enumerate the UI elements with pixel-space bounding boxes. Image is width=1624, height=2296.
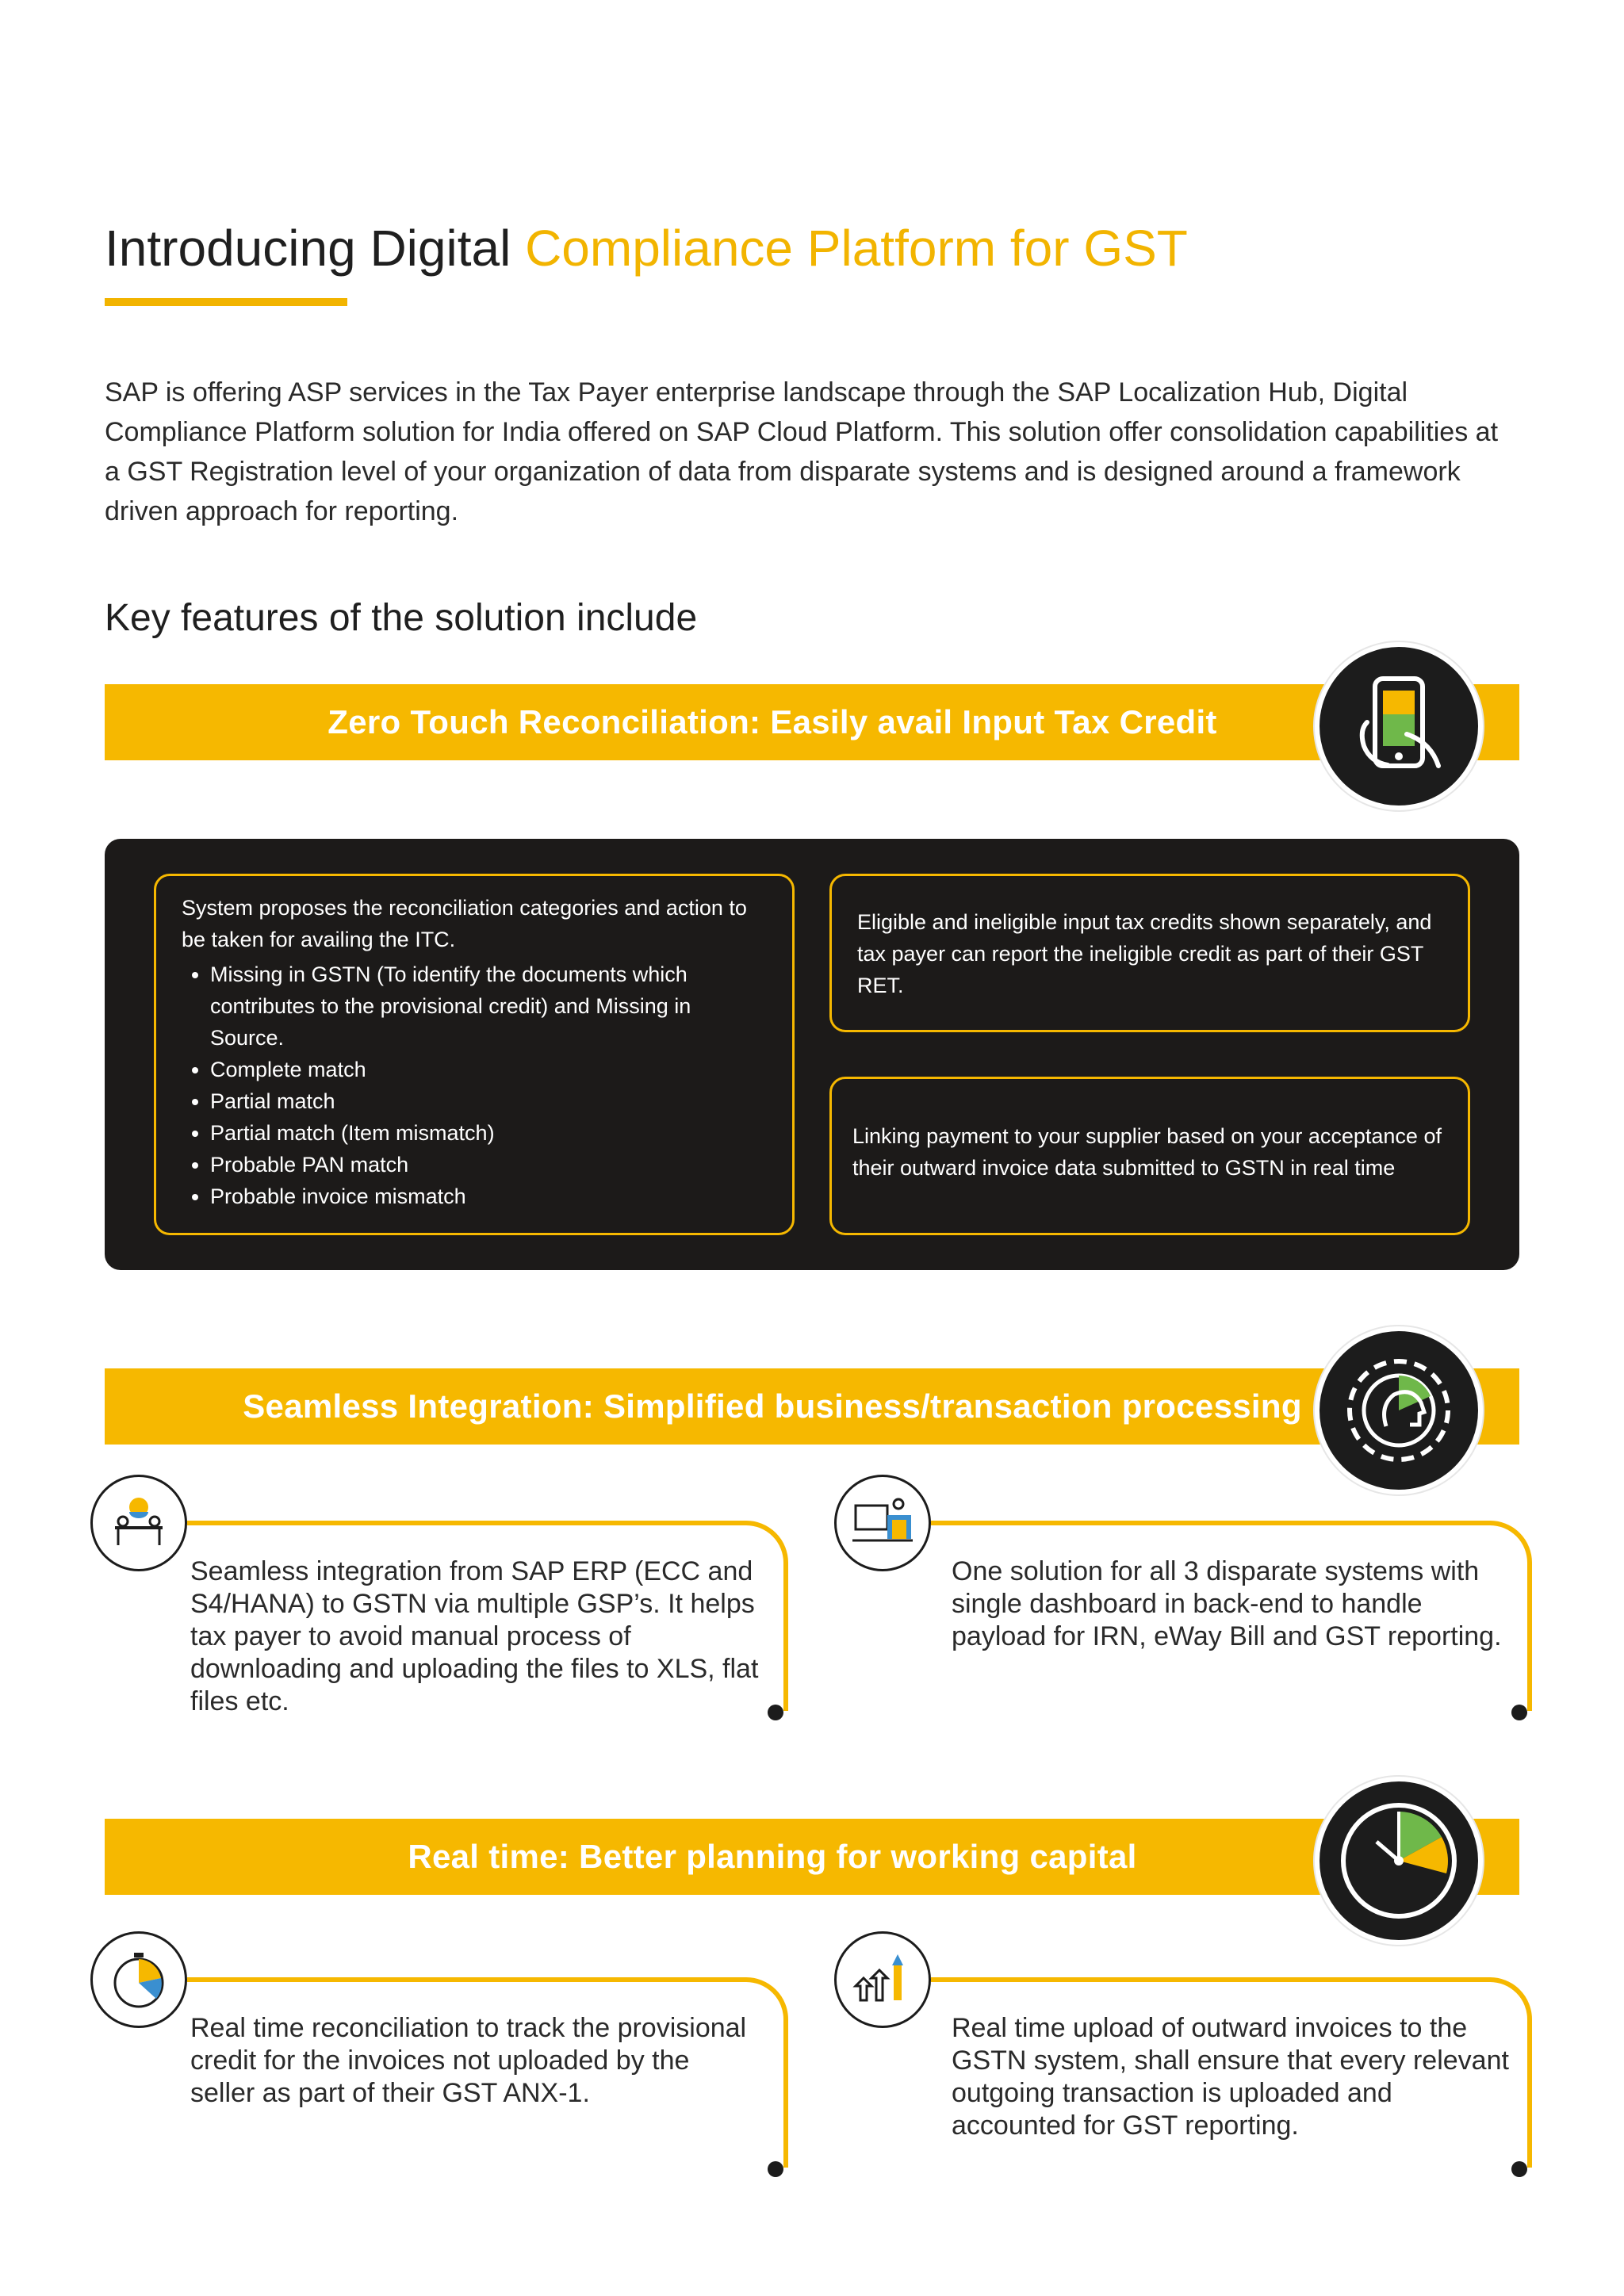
gear-head-icon	[1315, 1326, 1483, 1494]
connector-end-dot	[1511, 2161, 1527, 2177]
connector-end-dot	[1511, 1705, 1527, 1720]
itc-credits-box	[829, 874, 1470, 1032]
connector-end-dot	[768, 1705, 783, 1720]
banner-real-time	[105, 1819, 1519, 1895]
reconciliation-intro: System proposes the reconciliation categories and action to be taken for availing the ITC.	[182, 896, 747, 951]
title-part-dark: Introducing Digital	[105, 220, 526, 277]
reconciliation-panel	[105, 839, 1519, 1270]
banner-seamless-integration	[105, 1368, 1519, 1445]
reconciliation-list	[182, 959, 767, 1212]
phone-hand-icon	[1315, 642, 1483, 810]
real-time-reconciliation-text: Real time reconciliation to track the provisional credit for the invoices not uploaded by the seller as part of their GST ANX-1.	[190, 2013, 747, 2108]
title-part-accent: Compliance Platform for GST	[525, 220, 1188, 277]
single-dashboard-text: One solution for all 3 disparate systems with single dashboard in back-end to handle payload for IRN, eWay Bill and GST reporting.	[952, 1556, 1502, 1651]
dashboard-icon	[834, 1475, 931, 1571]
clock-icon	[1315, 1777, 1483, 1945]
list-item: • Complete match	[210, 1054, 767, 1085]
real-time-upload-text: Real time upload of outward invoices to the GSTN system, shall ensure that every relevant outgoing transaction is uploaded and accounted for GST reporting.	[952, 2013, 1509, 2141]
banner-zero-touch-label: Zero Touch Reconciliation: Easily avail Input Tax Credit	[327, 703, 1217, 740]
title-underline	[105, 298, 347, 306]
list-item: • Partial match	[210, 1085, 767, 1117]
key-features-heading: Key features of the solution include	[105, 597, 698, 639]
banner-zero-touch	[105, 684, 1519, 760]
intro-paragraph: SAP is offering ASP services in the Tax Payer enterprise landscape through the SAP Localization Hub, Digital Compliance Platform solution for India offered on SAP Cloud Platform. This solution offer consolidation capabilities at a GST Registration level of your organization of data from disparate systems and is designed around a framework driven approach for reporting.	[105, 377, 1499, 526]
erp-integration-text: Seamless integration from SAP ERP (ECC and S4/HANA) to GSTN via multiple GSP’s. It helps tax payer to avoid manual process of downloading and uploading the files to XLS, flat files etc.	[190, 1556, 759, 1716]
page-title	[105, 219, 1188, 277]
supplier-payment-text: Linking payment to your supplier based on your acceptance of their outward invoice data submitted to GSTN in real time	[852, 1124, 1442, 1180]
banner-real-time-label: Real time: Better planning for working capital	[408, 1838, 1137, 1875]
people-desk-icon	[90, 1475, 187, 1571]
connector-end-dot	[768, 2161, 783, 2177]
itc-credits-text: Eligible and ineligible input tax credits shown separately, and tax payer can report the ineligible credit as part of their GST RET.	[857, 910, 1432, 997]
banner-seamless-integration-label: Seamless Integration: Simplified business/transaction processing	[243, 1387, 1302, 1425]
supplier-payment-box	[829, 1077, 1470, 1235]
stopwatch-icon	[90, 1931, 187, 2028]
reconciliation-categories-box	[154, 874, 795, 1235]
growth-arrows-icon	[834, 1931, 931, 2028]
list-item: • Missing in GSTN (To identify the documents which contributes to the provisional credit) and Missing in Source.	[210, 959, 767, 1054]
list-item: • Probable PAN match	[210, 1149, 767, 1181]
list-item: • Probable invoice mismatch	[210, 1181, 767, 1212]
list-item: • Partial match (Item mismatch)	[210, 1117, 767, 1149]
